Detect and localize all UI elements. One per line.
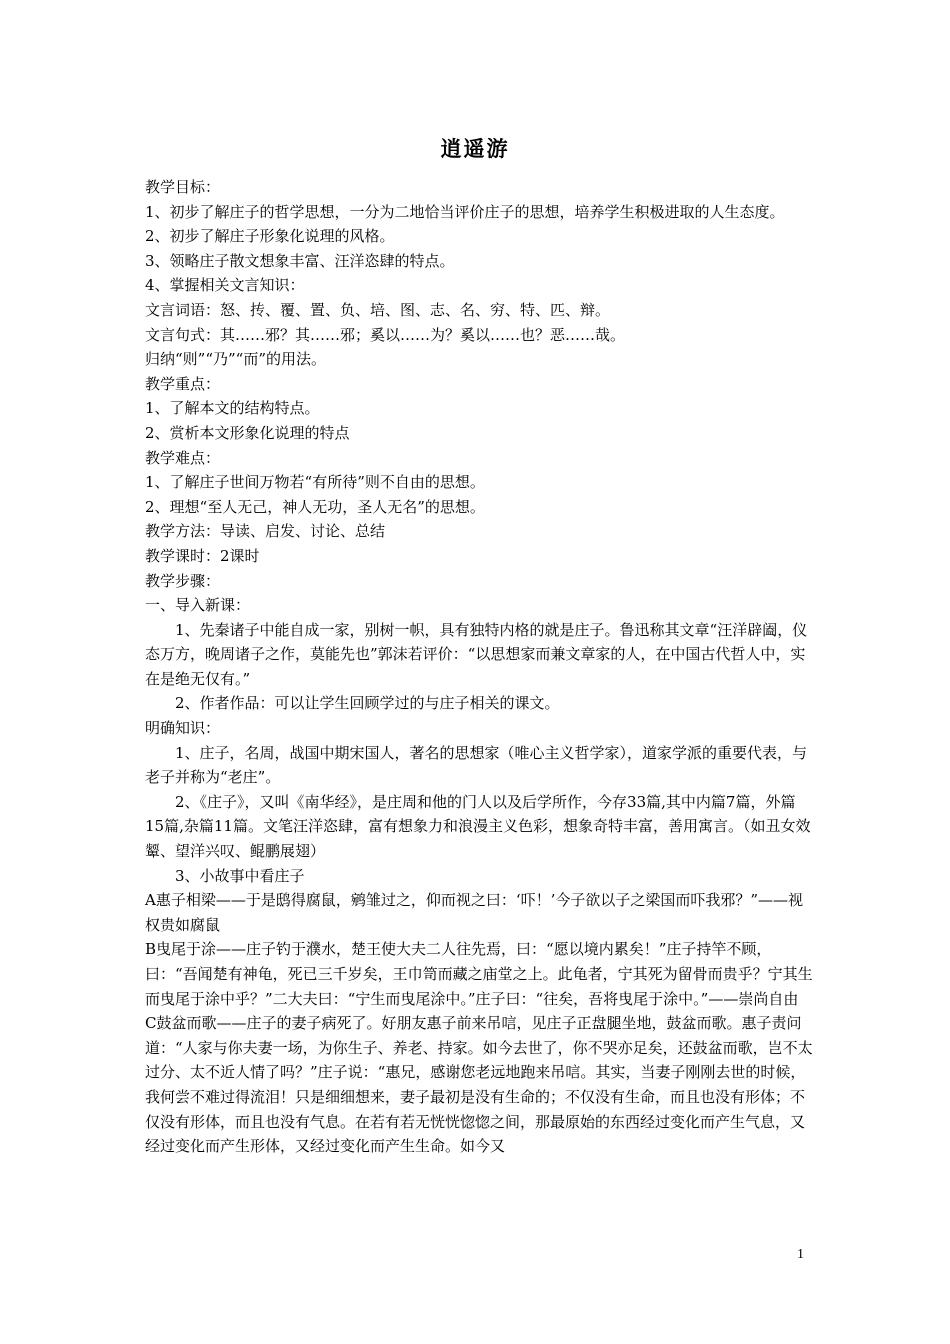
document-body bbox=[145, 175, 813, 1159]
paragraph: 文言句式：其……邪？其……邪；奚以……为？奚以……也？恶……哉。 bbox=[145, 325, 626, 344]
paragraph: 1、庄子，名周，战国中期宋国人，著名的思想家（唯心主义哲学家），道家学派的重要代表，与老子并称为“老庄”。 bbox=[145, 743, 808, 787]
paragraph: 3、领略庄子散文想象丰富、汪洋恣肆的特点。 bbox=[145, 251, 455, 270]
paragraph: 2、作者作品：可以让学生回顾学过的与庄子相关的课文。 bbox=[175, 694, 560, 713]
paragraph: 教学目标： bbox=[145, 178, 221, 196]
document-title: 逍遥游 bbox=[440, 136, 510, 161]
paragraph: 教学难点： bbox=[145, 448, 221, 467]
paragraph: 教学课时：2课时 bbox=[145, 546, 260, 565]
paragraph: 2、初步了解庄子形象化说理的风格。 bbox=[145, 227, 395, 246]
paragraph: 3、小故事中看庄子 bbox=[175, 866, 305, 885]
paragraph: 教学步骤： bbox=[145, 571, 221, 590]
paragraph: C鼓盆而歌——庄子的妻子病死了。好朋友惠子前来吊唁，见庄子正盘腿坐地，鼓盆而歌。惠子责问道：“人家与你夫妻一场，为你生子、养老、持家。如今去世了，你不哭亦足矣，还鼓盆而歌，岂不太过分、太不近人情了吗？”庄子说：“惠兄，感谢您老远地跑来吊唁。其实，当妻子刚刚去世的时候，我何尝不难过得流泪！只是细细想来，妻子最初是没有生命的；不仅没有生命，而且也没有形体；不仅没有形体，而且也没有气息。在若有若无恍恍惚惚之间，那最原始的东西经过变化而产生气息，又经过变化而产生形体，又经过变化而产生生命。如今又 bbox=[145, 1014, 813, 1156]
paragraph: 文言词语：怒、抟、覆、置、负、培、图、志、名、穷、特、匹、辩。 bbox=[145, 300, 611, 319]
paragraph: 归纳“则”“乃”“而”的用法。 bbox=[145, 350, 327, 369]
paragraph: 1、了解本文的结构特点。 bbox=[145, 399, 320, 418]
paragraph: 1、先秦诸子中能自成一家，别树一帜，具有独特内格的就是庄子。鲁迅称其文章“汪洋辟阖，仪态万方，晚周诸子之作，莫能先也”郭沫若评价：“以思想家而兼文章家的人，在中国古代哲人中，实在是绝无仅有。” bbox=[145, 620, 808, 688]
paragraph: 一、导入新课： bbox=[145, 596, 251, 615]
paragraph: 1、了解庄子世间万物若“有所待”则不自由的思想。 bbox=[145, 473, 485, 492]
paragraph: B曳尾于涂——庄子钓于濮水，楚王使大夫二人往先焉，曰：“愿以境内累矣！”庄子持竿不顾，曰：“吾闻楚有神龟，死已三千岁矣，王巾笥而藏之庙堂之上。此龟者，宁其死为留骨而贵乎？宁其生而曳尾于涂中乎？”二大夫曰：“宁生而曳尾涂中。”庄子曰：“往矣，吾将曳尾于涂中。”——崇尚自由 bbox=[145, 940, 813, 1008]
paragraph: 4、掌握相关文言知识： bbox=[145, 276, 305, 295]
paragraph: 教学方法：导读、启发、讨论、总结 bbox=[145, 522, 386, 541]
paragraph: 2、理想“至人无己，神人无功，圣人无名”的思想。 bbox=[145, 497, 485, 516]
paragraph: A惠子相梁——于是鸱得腐鼠，鹓雏过之，仰而视之曰：‘吓！’今子欲以子之梁国而吓我邪？”——视权贵如腐鼠 bbox=[145, 891, 804, 934]
page-number: 1 bbox=[797, 1247, 804, 1262]
paragraph: 2、《庄子》，又叫《南华经》，是庄周和他的门人以及后学所作，今存33篇,其中内篇7篇，外篇15篇,杂篇11篇。文笔汪洋恣肆，富有想象力和浪漫主义色彩，想象奇特丰富，善用寓言。（如丑女效颦、望洋兴叹、鲲鹏展翅） bbox=[145, 792, 811, 861]
paragraph: 2、赏析本文形象化说理的特点 bbox=[145, 423, 350, 442]
paragraph: 教学重点： bbox=[145, 374, 221, 393]
paragraph: 明确知识： bbox=[145, 719, 221, 738]
paragraph: 1、初步了解庄子的哲学思想，一分为二地恰当评价庄子的思想，培养学生积极进取的人生态度。 bbox=[145, 202, 785, 221]
